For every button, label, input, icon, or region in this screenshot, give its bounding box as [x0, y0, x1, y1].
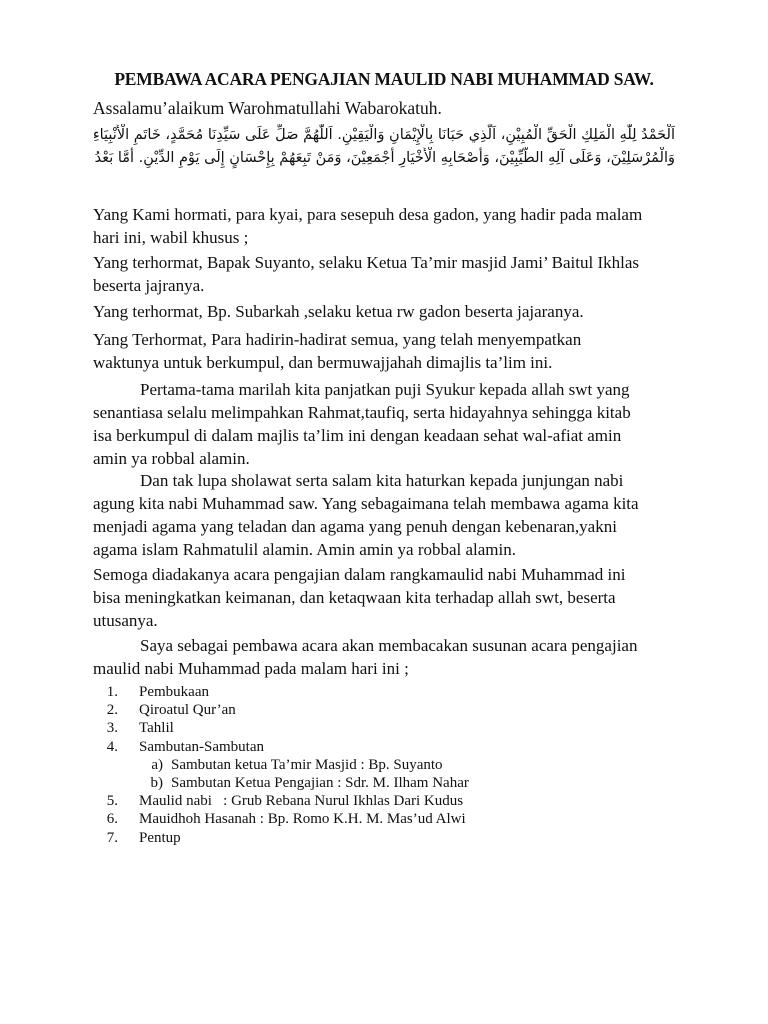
list-item-label: Pembukaan: [139, 684, 209, 700]
paragraph-gratitude: [93, 378, 683, 470]
list-number: 4.: [106, 738, 118, 755]
text-line: beserta jajranya.: [93, 276, 205, 295]
list-item-label: Maulid nabi : Grub Rebana Nurul Ikhlas Dari Kudus: [139, 793, 464, 810]
list-letter: b): [150, 775, 163, 792]
list-item-label: Tahlil: [139, 720, 174, 737]
list-subitem-label: Sambutan Ketua Pengajian : Sdr. M. Ilham Nahar: [171, 775, 469, 792]
text-line: senantiasa selalu melimpahkan Rahmat,taufiq, serta hidayahnya sehingga kitab: [93, 403, 631, 422]
arabic-line: اَلْحَمْدُ لِلّٰهِ الْمَلِكِ الْحَقِّ الْمُبِيْنِ، اَلَّذِي حَبَانَا بِالْإِيْمَانِ وَالْيَقِيْنِ. اَللّٰهُمَّ صَلِّ عَلَى سَيِّدِنَا مُحَمَّدٍ، خَاتَمِ الْأَنْبِيَاءِ: [93, 127, 675, 143]
list-item: [93, 683, 693, 701]
paragraph-honored-guests: [93, 203, 683, 249]
text-line: Yang Terhormat, Para hadirin-hadirat semua, yang telah menyempatkan: [93, 330, 582, 349]
list-item: [93, 738, 693, 756]
paragraph-audience: [93, 328, 683, 374]
list-number: 2.: [106, 702, 118, 719]
list-subitem-label: Sambutan ketua Ta’mir Masjid : Bp. Suyanto: [171, 756, 443, 773]
list-item: [93, 829, 693, 847]
text-line: waktunya untuk berkumpul, dan bermuwajjahah dimajlis ta’lim ini.: [93, 353, 553, 372]
list-item: [93, 701, 693, 719]
text-line: maulid nabi Muhammad pada malam hari ini ;: [93, 659, 409, 678]
text-line: menjadi agama yang teladan dan agama yang penuh dengan kebenaran,yakni: [93, 517, 617, 536]
agenda-list: [93, 683, 693, 847]
arabic-line: وَالْمُرْسَلِيْنَ، وَعَلَى آلِهِ الطَّيِّبِيْنَ، وَأَصْحَابِهِ الْأَخْيَارِ أَجْمَعِيْنَ، وَمَنْ تَبِعَهُمْ بِإِحْسَانٍ إِلَى يَوْمِ الدِّيْنِ. أَمَّا بَعْدُ: [94, 150, 675, 166]
text-line: bisa meningkatkan keimanan, dan ketaqwaan kita terhadap allah swt, beserta: [93, 588, 616, 607]
arabic-opening-prayer: [93, 124, 675, 170]
text-line: utusanya.: [93, 611, 158, 630]
list-item: [93, 810, 693, 828]
paragraph-hope: [93, 563, 683, 632]
list-item-label: Qiroatul Qur’an: [139, 702, 236, 719]
text-line: isa berkumpul di dalam majlis ta’lim ini dengan keadaan sehat wal-afiat amin: [93, 426, 622, 445]
list-subitem: [93, 756, 693, 774]
list-letter: a): [151, 756, 163, 773]
list-number: 6.: [106, 811, 118, 828]
list-item-label: Pentup: [139, 829, 181, 846]
list-subitem: [93, 774, 693, 792]
text-line: Semoga diadakanya acara pengajian dalam rangkamaulid nabi Muhammad ini: [93, 565, 626, 584]
text-line: Dan tak lupa sholawat serta salam kita haturkan kepada junjungan nabi: [140, 471, 624, 490]
list-number: 5.: [106, 793, 118, 810]
text-line: hari ini, wabil khusus ;: [93, 228, 249, 247]
text-line: Yang terhormat, Bp. Subarkah ,selaku ketua rw gadon beserta jajaranya.: [93, 302, 584, 321]
list-number: 7.: [106, 829, 118, 846]
list-item: [93, 792, 693, 810]
text-line: Yang terhormat, Bapak Suyanto, selaku Ketua Ta’mir masjid Jami’ Baitul Ikhlas: [93, 253, 640, 272]
paragraph-rw-chair: [93, 300, 683, 323]
paragraph-sholawat: [93, 469, 683, 561]
paragraph-agenda-intro: [93, 634, 683, 680]
list-item-label: Sambutan-Sambutan: [139, 738, 264, 755]
greeting-line: Assalamu’alaikum Warohmatullahi Wabarokatuh.: [93, 98, 442, 118]
text-line: amin ya robbal alamin.: [93, 449, 250, 468]
paragraph-takmir-chair: [93, 251, 683, 297]
text-line: agung kita nabi Muhammad saw. Yang sebagaimana telah membawa agama kita: [93, 494, 639, 513]
text-line: Pertama-tama marilah kita panjatkan puji Syukur kepada allah swt yang: [140, 380, 630, 399]
list-item-label: Mauidhoh Hasanah : Bp. Romo K.H. M. Mas’ud Alwi: [139, 811, 466, 828]
list-item: [93, 719, 693, 737]
text-line: Yang Kami hormati, para kyai, para sesepuh desa gadon, yang hadir pada malam: [93, 205, 643, 224]
list-number: 3.: [106, 720, 118, 737]
document-title: PEMBAWA ACARA PENGAJIAN MAULID NABI MUHAMMAD SAW.: [114, 69, 654, 89]
text-line: agama islam Rahmatulil alamin. Amin amin ya robbal alamin.: [93, 540, 517, 559]
list-number: 1.: [106, 684, 118, 700]
text-line: Saya sebagai pembawa acara akan membacakan susunan acara pengajian: [140, 636, 638, 655]
